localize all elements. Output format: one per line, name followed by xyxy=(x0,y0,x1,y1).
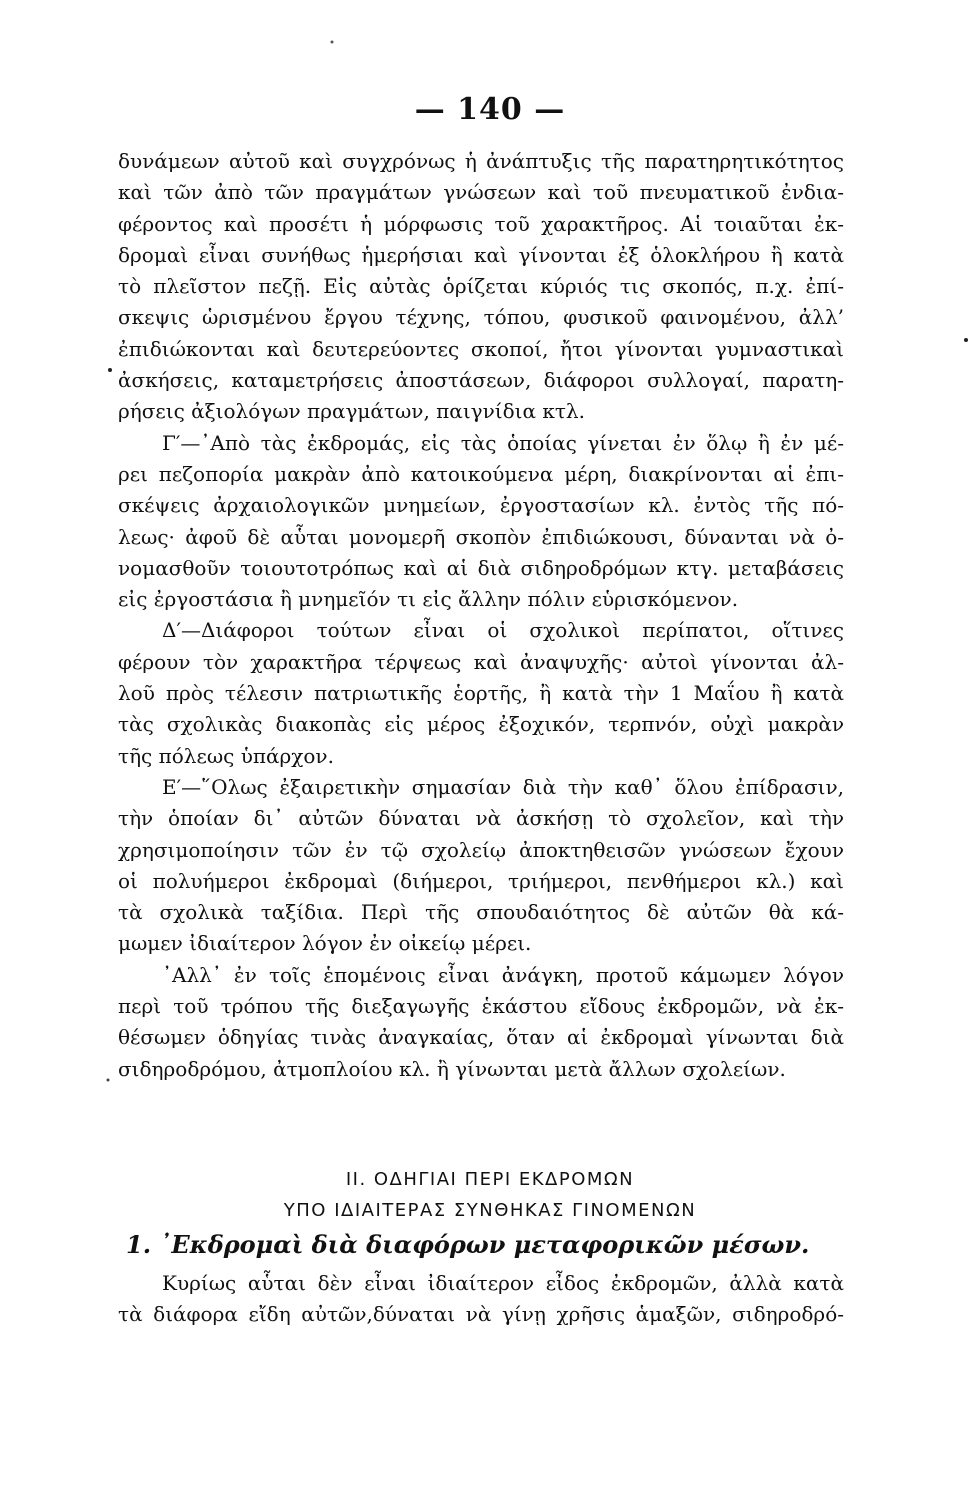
text-line: ἐπιδιώκονται καὶ δευτερεύοντες σκοποί, ἤτοι γίνονται γυμναστικαὶ xyxy=(118,336,844,361)
text-line: σκέψεις ἀρχαιολογικῶν μνημείων, ἐργοστασίων κλ. ἐντὸς τῆς πό- xyxy=(118,493,844,518)
text-line: θέσωμεν ὁδηγίας τινὰς ἀναγκαίας, ὅταν αἱ ἐκδρομαὶ γίνωνται διὰ xyxy=(118,1025,844,1050)
text-line: δρομαὶ εἶναι συνήθως ἡμερήσιαι καὶ γίνονται ἐξ ὁλοκλήρου ἢ κατὰ xyxy=(118,242,844,267)
text-line: ᾿Αλλ᾿ ἐν τοῖς ἑπομένοις εἶναι ἀνάγκη, προτοῦ κάμωμεν λόγον xyxy=(162,962,844,987)
text-line: λοῦ πρὸς τέλεσιν πατριωτικῆς ἑορτῆς, ἢ κατὰ τὴν 1 Μαΐου ἢ κατὰ xyxy=(118,681,844,706)
text-line: περὶ τοῦ τρόπου τῆς διεξαγωγῆς ἑκάστου εἴδους ἐκδρομῶν, νὰ ἐκ- xyxy=(118,994,844,1019)
text-line: τὰ σχολικὰ ταξίδια. Περὶ τῆς σπουδαιότητος δὲ αὐτῶν θὰ κά- xyxy=(118,900,844,925)
text-line: Ε′—῞Ολως ἐξαιρετικὴν σημασίαν διὰ τὴν καθ᾿ ὅλου ἐπίδρασιν, xyxy=(162,774,844,799)
text-line: σιδηροδρόμου, ἀτμοπλοίου κλ. ἢ γίνωνται μετὰ ἄλλων σχολείων. xyxy=(118,1056,786,1081)
page-number: — 140 — xyxy=(414,92,566,127)
text-line: λεως· ἀφοῦ δὲ αὗται μονομερῆ σκοπὸν ἐπιδιώκουσι, δύνανται νὰ ὀ- xyxy=(118,524,844,549)
text-line: οἱ πολυήμεροι ἐκδρομαὶ (διήμεροι, τριήμεροι, πενθήμεροι κλ.) καὶ xyxy=(118,868,844,893)
section-heading-line: ΥΠΟ ΙΔΙΑΙΤΕΡΑΣ ΣΥΝΘΗΚΑΣ ΓΙΝΟΜΕΝΩΝ xyxy=(283,1200,697,1221)
text-line: χρησιμοποίησιν τῶν ἐν τῷ σχολείῳ ἀποκτηθεισῶν γνώσεων ἔχουν xyxy=(118,837,844,862)
text-line: εἰς ἐργοστάσια ἢ μνημεῖόν τι εἰς ἄλλην πόλιν εὑρισκόμενον. xyxy=(118,587,739,612)
text-line: δυνάμεων αὐτοῦ καὶ συγχρόνως ἡ ἀνάπτυξις τῆς παρατηρητικότητος xyxy=(118,149,844,173)
subsection-heading: 1. ᾿Εκδρομαὶ διὰ διαφόρων μεταφορικῶν μέσων. xyxy=(126,1230,810,1259)
text-line: φέροντος καὶ προσέτι ἡ μόρφωσις τοῦ χαρακτῆρος. Αἱ τοιαῦται ἐκ- xyxy=(118,211,844,236)
text-line: τὰς σχολικὰς διακοπὰς εἰς μέρος ἐξοχικόν, τερπνόν, οὐχὶ μακρὰν xyxy=(118,712,844,737)
text-line: ἀσκήσεις, καταμετρήσεις ἀποστάσεων, διάφοροι συλλογαί, παρατη- xyxy=(118,368,844,393)
speck xyxy=(331,41,334,44)
speck xyxy=(107,1079,110,1082)
speck xyxy=(964,338,968,342)
text-line: Δ′—Διάφοροι τούτων εἶναι οἱ σχολικοὶ περίπατοι, οἵτινες xyxy=(162,618,844,643)
text-line: μωμεν ἰδιαίτερον λόγον ἐν οἰκείῳ μέρει. xyxy=(118,931,532,956)
text-line: τὴν ὁποίαν δι᾿ αὐτῶν δύναται νὰ ἀσκήσῃ τὸ σχολεῖον, καὶ τὴν xyxy=(118,806,844,831)
text-line: Κυρίως αὗται δὲν εἶναι ἰδιαίτερον εἶδος ἐκδρομῶν, ἀλλὰ κατὰ xyxy=(162,1271,844,1295)
text-line: ρήσεις ἀξιολόγων πραγμάτων, παιγνίδια κτλ. xyxy=(118,399,585,424)
text-line: Γ′—᾿Απὸ τὰς ἐκδρομάς, εἰς τὰς ὁποίας γίνεται ἐν ὅλῳ ἢ ἐν μέ- xyxy=(162,430,844,455)
text-line: ρει πεζοπορία μακρὰν ἀπὸ κατοικούμενα μέρη, διακρίνονται αἱ ἐπι- xyxy=(118,461,844,486)
section-heading-line: II. ΟΔΗΓΙΑΙ ΠΕΡΙ ΕΚΔΡΟΜΩΝ xyxy=(345,1169,635,1190)
text-line: νομασθοῦν τοιουτοτρόπως καὶ αἱ διὰ σιδηροδρόμων κτγ. μεταβάσεις xyxy=(118,555,844,580)
speck xyxy=(108,368,112,372)
text-line: τὸ πλεῖστον πεζῇ. Εἰς αὐτὰς ὁρίζεται κύριός τις σκοπός, π.χ. ἐπί- xyxy=(118,274,844,299)
text-line: φέρουν τὸν χαρακτῆρα τέρψεως καὶ ἀναψυχῆς· αὐτοὶ γίνονται ἀλ- xyxy=(118,649,844,674)
text-line: τῆς πόλεως ὑπάρχον. xyxy=(118,743,334,768)
text-line: τὰ διάφορα εἴδη αὐτῶν,δύναται νὰ γίνῃ χρῆσις ἁμαξῶν, σιδηροδρό- xyxy=(118,1302,844,1327)
text-line: σκεψις ὡρισμένου ἔργου τέχνης, τόπου, φυσικοῦ φαινομένου, ἀλλ’ xyxy=(118,305,844,330)
text-line: καὶ τῶν ἀπὸ τῶν πραγμάτων γνώσεων καὶ τοῦ πνευματικοῦ ἐνδια- xyxy=(118,180,844,205)
